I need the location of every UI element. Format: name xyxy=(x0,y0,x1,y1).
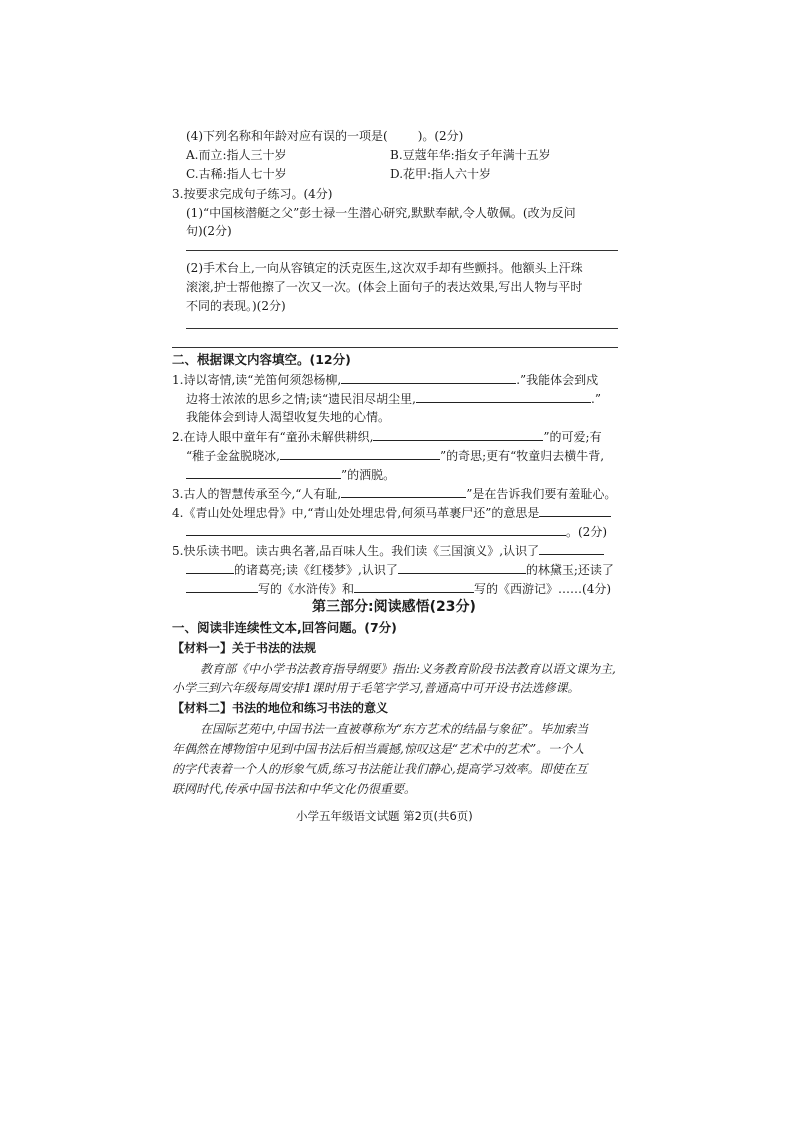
fill-item-1-line3: 我能体会到诗人渴望收复失地的心情。 xyxy=(186,410,391,424)
part-3-title: 第三部分:阅读感悟(23分) xyxy=(312,599,476,615)
option-a: A.而立:指人三十岁 xyxy=(186,148,287,162)
fill-item-5: 5.快乐读书吧。读古典名著,品百味人生。我们读《三国演义》,认识了 xyxy=(172,542,604,559)
question-3-title: 3.按要求完成句子练习。(4分) xyxy=(172,187,333,201)
material-2-line4: 联网时代,传承中国书法和中华文化仍很重要。 xyxy=(172,782,416,796)
question-4-stem: (4)下列名称和年龄对应有误的一项是( )。(2分) xyxy=(186,129,464,143)
fill-blank[interactable] xyxy=(373,428,543,441)
question-3-2-line3: 不同的表现。)(2分) xyxy=(186,299,286,313)
answer-line[interactable] xyxy=(186,250,618,251)
fill-item-5-line3: 写的《水浒传》和 写的《西游记》……(4分) xyxy=(186,580,611,597)
material-1-line1: 教育部《中小学书法教育指导纲要》指出:义务教育阶段书法教育以语文课为主, xyxy=(200,662,616,676)
option-c: C.古稀:指人七十岁 xyxy=(186,167,287,181)
fill-blank[interactable] xyxy=(280,447,440,460)
fill-blank[interactable] xyxy=(354,580,474,593)
material-1-line2: 小学三到六年级每周安排1课时用于毛笔字学习,普通高中可开设书法选修课。 xyxy=(172,681,580,695)
fill-item-4: 4.《青山处处埋忠骨》中,“青山处处埋忠骨,何须马革裹尸还”的意思是 xyxy=(172,504,611,521)
fill-blank[interactable] xyxy=(341,485,466,498)
fill-blank[interactable] xyxy=(186,561,234,574)
fill-item-2: 2.在诗人眼中童年有“童孙未解供耕织, ”的可爱;有 xyxy=(172,430,602,444)
fill-item-5-line2: 的诸葛亮;读《红楼梦》,认识了 的林黛玉;还读了 xyxy=(186,561,614,578)
fill-item-1-line2: 边将士浓浓的思乡之情;读“遗民泪尽胡尘里, .” xyxy=(186,392,601,406)
material-2-title: 【材料二】书法的地位和练习书法的意义 xyxy=(172,701,389,715)
fill-blank[interactable] xyxy=(186,466,341,479)
fill-item-1: 1.诗以寄情,读“羌笛何须怨杨柳, .”我能体会到戍 xyxy=(172,373,599,387)
question-3-1-line1: (1)“中国核潜艇之父”彭士禄一生潜心研究,默默奉献,令人敬佩。(改为反问 xyxy=(186,206,576,220)
fill-item-3: 3.古人的智慧传承至今,“人有耻, ”是在告诉我们要有羞耻心。 xyxy=(172,487,617,501)
section-2-title: 二、根据课文内容填空。(12分) xyxy=(172,352,351,367)
fill-item-4-line2: 。(2分) xyxy=(186,523,607,540)
fill-blank[interactable] xyxy=(416,390,591,403)
answer-line[interactable] xyxy=(186,328,618,329)
fill-blank[interactable] xyxy=(398,561,526,574)
fill-blank[interactable] xyxy=(539,504,611,517)
fill-blank[interactable] xyxy=(341,371,516,384)
reading-section-1-title: 一、阅读非连续性文本,回答问题。(7分) xyxy=(172,620,397,635)
fill-blank[interactable] xyxy=(539,542,604,555)
fill-item-2-line3: ”的洒脱。 xyxy=(186,466,395,483)
fill-blank[interactable] xyxy=(186,523,566,536)
question-3-1-line2: 句)(2分) xyxy=(186,224,232,238)
question-3-2-line2: 滚滚,护士帮他擦了一次又一次。(体会上面句子的表达效果,写出人物与平时 xyxy=(186,280,583,294)
question-3-2-line1: (2)手术台上,一向从容镇定的沃克医生,这次双手却有些颤抖。他额头上汗珠 xyxy=(186,261,583,275)
answer-line[interactable] xyxy=(172,347,618,348)
material-2-line1: 在国际艺苑中,中国书法一直被尊称为“东方艺术的结晶与象征”。毕加索当 xyxy=(200,722,589,736)
material-2-line3: 的字代表着一个人的形象气质,练习书法能让我们静心,提高学习效率。即使在互 xyxy=(172,762,588,776)
page-footer: 小学五年级语文试题 第2页(共6页) xyxy=(296,809,473,823)
material-2-line2: 年偶然在博物馆中见到中国书法后相当震撼,惊叹这是“艺术中的艺术”。一个人 xyxy=(172,742,585,756)
material-1-title: 【材料一】关于书法的法规 xyxy=(172,641,317,655)
option-b: B.豆蔻年华:指女子年满十五岁 xyxy=(390,148,551,162)
fill-item-2-line2: “稚子金盆脱晓冰, ”的奇思;更有“牧童归去横牛背, xyxy=(186,449,605,463)
option-d: D.花甲:指人六十岁 xyxy=(390,167,492,181)
fill-blank[interactable] xyxy=(186,580,258,593)
